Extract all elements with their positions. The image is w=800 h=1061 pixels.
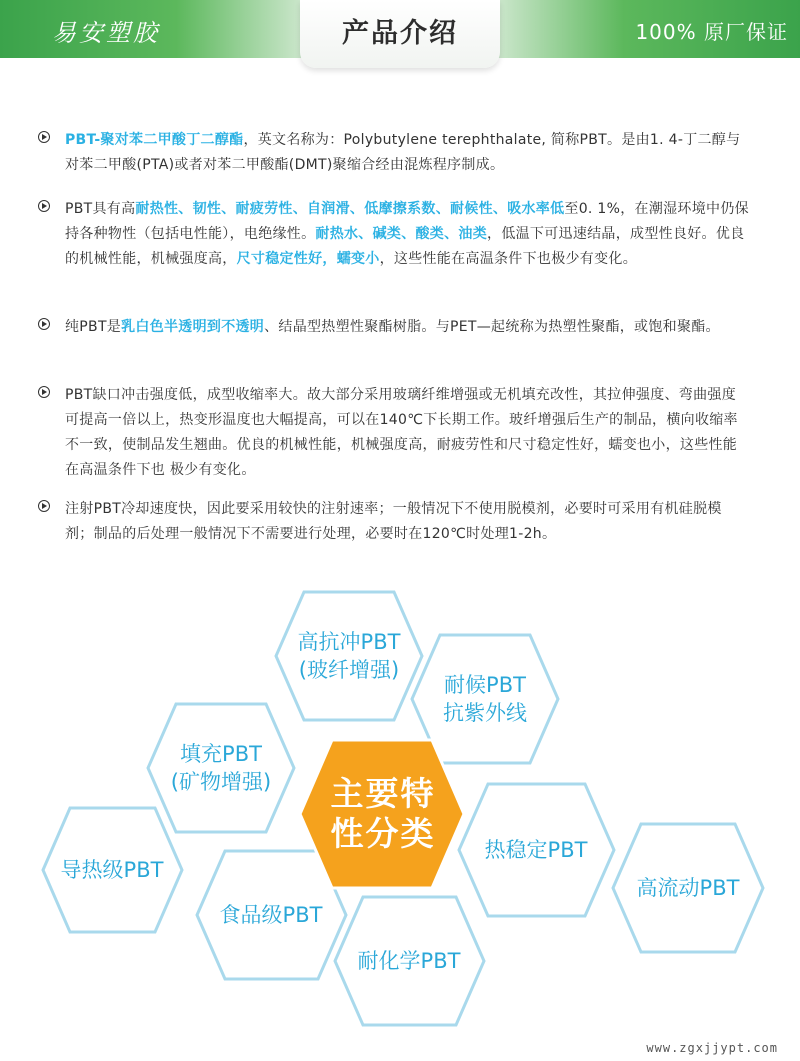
highlight-text: PBT-聚对苯二甲酸丁二醇酯 (65, 132, 244, 148)
center-label-line1: 主要特 (330, 774, 436, 813)
center-hex-label (331, 774, 436, 854)
paragraph-1 (38, 128, 750, 178)
footer-url: www.zgxjjypt.com (646, 1041, 778, 1055)
hex-label-filled: 填充PBT (矿物增强) (170, 742, 272, 794)
play-bullet-icon (38, 200, 50, 212)
body-text: 注射PBT冷却速度快，因此要采用较快的注射速率；一般情况下不使用脱模剂，必要时可采用有机硅脱模剂；制品的后处理一般情况下不需要进行处理，必要时在120℃时处理1-2h。 (65, 501, 722, 542)
hex-label-weather: 耐候PBT 抗紫外线 (443, 673, 527, 725)
center-label-line2: 性分类 (330, 814, 436, 853)
body-text: PBT缺口冲击强度低，成型收缩率大。故大部分采用玻璃纤维增强或无机填充改性，其拉伸强度、弯曲强度可提高一倍以上，热变形温度也大幅提高，可以在140℃下长期工作。玻纤增强后生产的制品，横向收缩率不一致，使制品发生翘曲。优良的机械性能，机械强度高，耐疲劳性和尺寸稳定性好，蠕变也小，这些性能在高温条件下也 极少有变化。 (65, 387, 738, 478)
highlight-text: 耐热性、韧性、耐疲劳性、自润滑、低摩擦系数、耐候性、吸水率低 (135, 201, 565, 217)
body-text: ，低温下可迅速结晶，成型性良好。优良的机械性能，机械强度高， (65, 226, 745, 267)
highlight-text: 乳白色半透明到不透明 (121, 319, 265, 335)
paragraph-text (65, 383, 750, 483)
play-bullet-icon (38, 131, 50, 143)
play-bullet-icon (38, 500, 50, 512)
header-banner (0, 0, 800, 68)
paragraph-text (65, 128, 750, 178)
highlight-text: 尺寸稳定性好，蠕变小 (236, 251, 380, 267)
guarantee-text: 100% 原厂保证 (635, 20, 788, 44)
play-bullet-icon (38, 318, 50, 330)
play-bullet-icon (38, 386, 50, 398)
hex-label-thermal-conductive: 导热级PBT (60, 858, 164, 882)
paragraph-text (65, 315, 750, 340)
body-text: PBT具有高 (65, 201, 136, 217)
paragraph-2 (38, 197, 750, 272)
body-text: ，英文名称为：Polybutylene terephthalate, 简称PBT。是由1. 4-丁二醇与对苯二甲酸(PTA)或者对苯二甲酸酯(DMT)聚缩合经由混炼程序制成。 (65, 132, 741, 173)
hex-label-heat-stable: 热稳定PBT (484, 838, 588, 862)
body-text: 、结晶型热塑性聚酯树脂。与PET—起统称为热塑性聚酯，或饱和聚酯。 (264, 319, 720, 335)
paragraph-text (65, 197, 750, 272)
hex-label-chemical: 耐化学PBT (357, 949, 461, 973)
hex-label-high-impact: 高抗冲PBT (玻纤增强) (297, 630, 401, 682)
page-title: 产品介绍 (342, 18, 458, 49)
feature-hex-diagram (0, 560, 800, 1030)
paragraph-5 (38, 497, 750, 547)
body-text: 至0. 1%，在潮湿环境中仍保持各种物性（包括电性能），电绝缘性。 (65, 201, 749, 242)
paragraph-text (65, 497, 750, 547)
hex-label-high-flow: 高流动PBT (636, 876, 740, 900)
paragraph-4 (38, 383, 750, 483)
hex-label-food-grade: 食品级PBT (219, 903, 323, 927)
paragraph-3 (38, 315, 750, 340)
body-text: 纯PBT是 (65, 319, 122, 335)
body-text: ，这些性能在高温条件下也极少有变化。 (379, 251, 638, 267)
brand-logo: 易安塑胶 (52, 19, 160, 47)
highlight-text: 耐热水、碱类、酸类、油类 (315, 226, 488, 242)
